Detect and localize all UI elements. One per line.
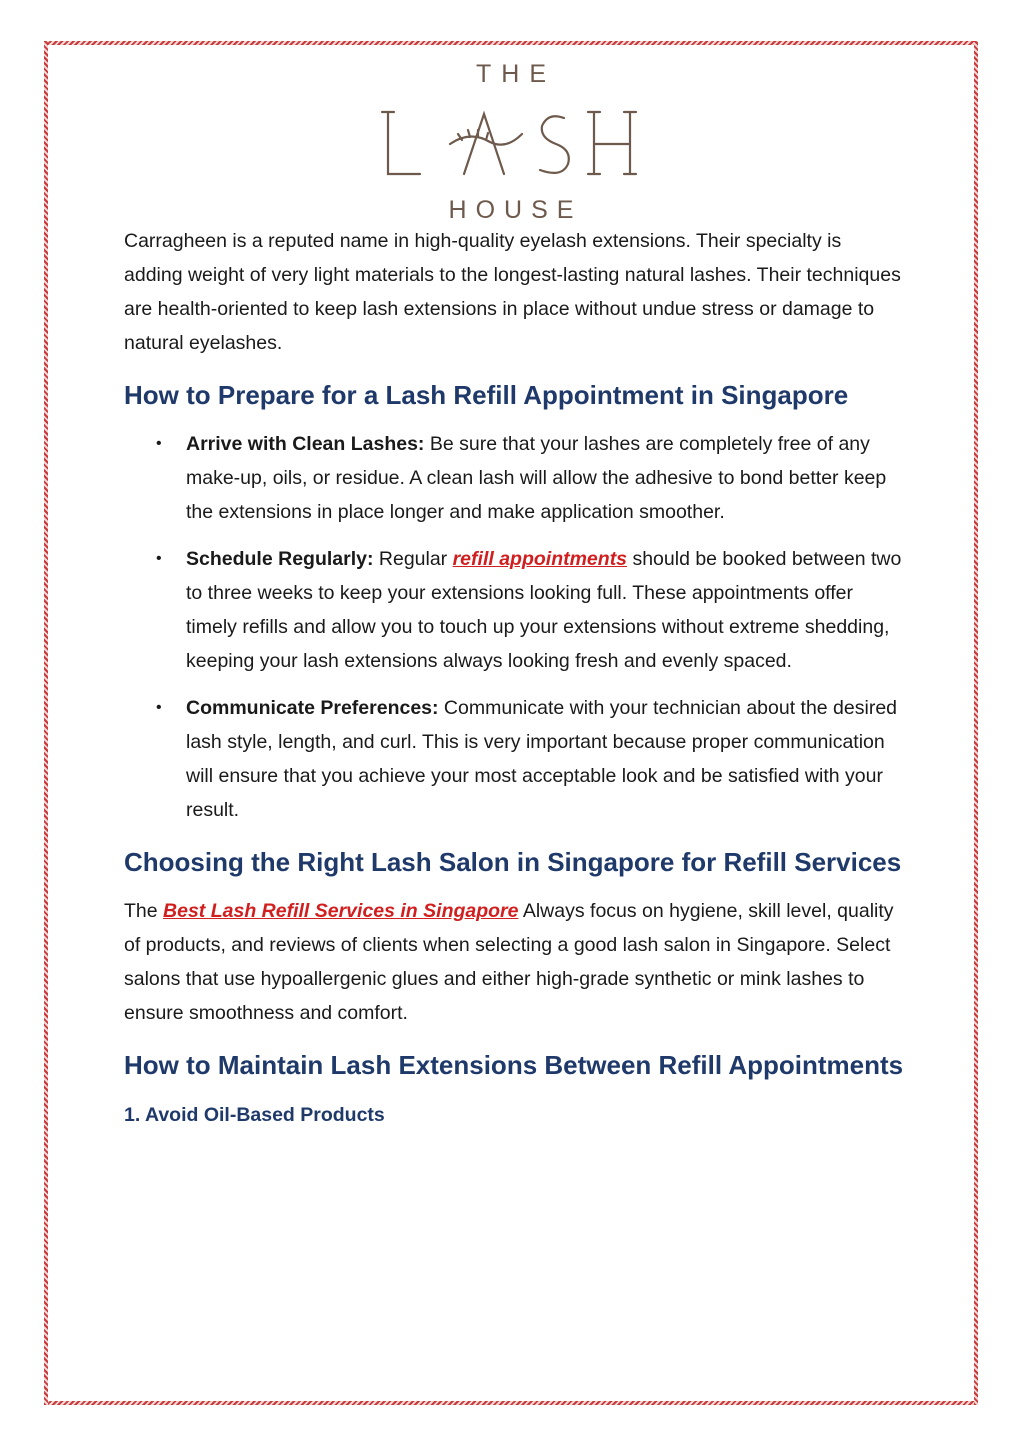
logo-lash-wordmark <box>380 104 642 184</box>
choosing-paragraph <box>124 894 904 1030</box>
item-text: should be booked between two to three weeks to keep your extensions looking full. These appointments offer timely refills and allow you to touch up your extensions without extreme shedding, keeping your lash extensions always looking fresh and evenly spaced. <box>186 548 902 672</box>
item-title: Arrive with Clean Lashes: <box>186 433 425 455</box>
bullet-icon: • <box>156 699 162 716</box>
border-bottom <box>44 1401 978 1405</box>
item-title: Schedule Regularly: <box>186 548 374 570</box>
list-item <box>124 542 904 678</box>
prepare-list <box>124 427 904 827</box>
para-pre: The <box>124 900 164 922</box>
item-pre: Regular <box>373 548 453 570</box>
intro-paragraph: Carragheen is a reputed name in high-quality eyelash extensions. Their specialty is adding weight of very light materials to the longest-lasting natural lashes. Their techniques are health-oriented to keep lash extensions in place without undue stress or damage to natural eyelashes. <box>124 230 901 354</box>
logo-house: HOUSE <box>448 196 583 224</box>
border-right <box>974 41 978 1405</box>
heading-choosing: Choosing the Right Lash Salon in Singapore for Refill Services <box>124 847 902 877</box>
item-text: Be sure that your lashes are completely free of any make-up, oils, or residue. A clean lash will allow the adhesive to bond better keep the extensions in place longer and make application smoother. <box>186 433 887 523</box>
best-lash-refill-link[interactable]: Best Lash Refill Services in Singapore <box>163 900 519 922</box>
bullet-icon: • <box>156 550 162 567</box>
heading-prepare: How to Prepare for a Lash Refill Appointment in Singapore <box>124 380 849 410</box>
logo-the: THE <box>476 60 556 88</box>
refill-appointments-link[interactable]: refill appointments <box>452 548 628 570</box>
list-item <box>124 691 904 827</box>
item-text: Communicate with your technician about the desired lash style, length, and curl. This is very important because proper communication will ensure that you achieve your most acceptable look and be satisfied with your result. <box>186 697 898 821</box>
heading-maintain: How to Maintain Lash Extensions Between Refill Appointments <box>124 1050 904 1080</box>
para-text: Always focus on hygiene, skill level, quality of products, and reviews of clients when selecting a good lash salon in Singapore. Select salons that use hypoallergenic glues and either high-grade synthetic or mink lashes to ensure smoothness and comfort. <box>124 900 894 1024</box>
item-title: Communicate Preferences: <box>186 697 439 719</box>
subheading-avoid-oil: 1. Avoid Oil-Based Products <box>124 1104 385 1126</box>
article-content <box>124 224 904 1129</box>
border-left <box>44 41 48 1405</box>
lash-house-logo <box>380 58 642 224</box>
bullet-icon: • <box>156 435 162 452</box>
list-item <box>124 427 904 529</box>
border-top <box>44 41 978 45</box>
